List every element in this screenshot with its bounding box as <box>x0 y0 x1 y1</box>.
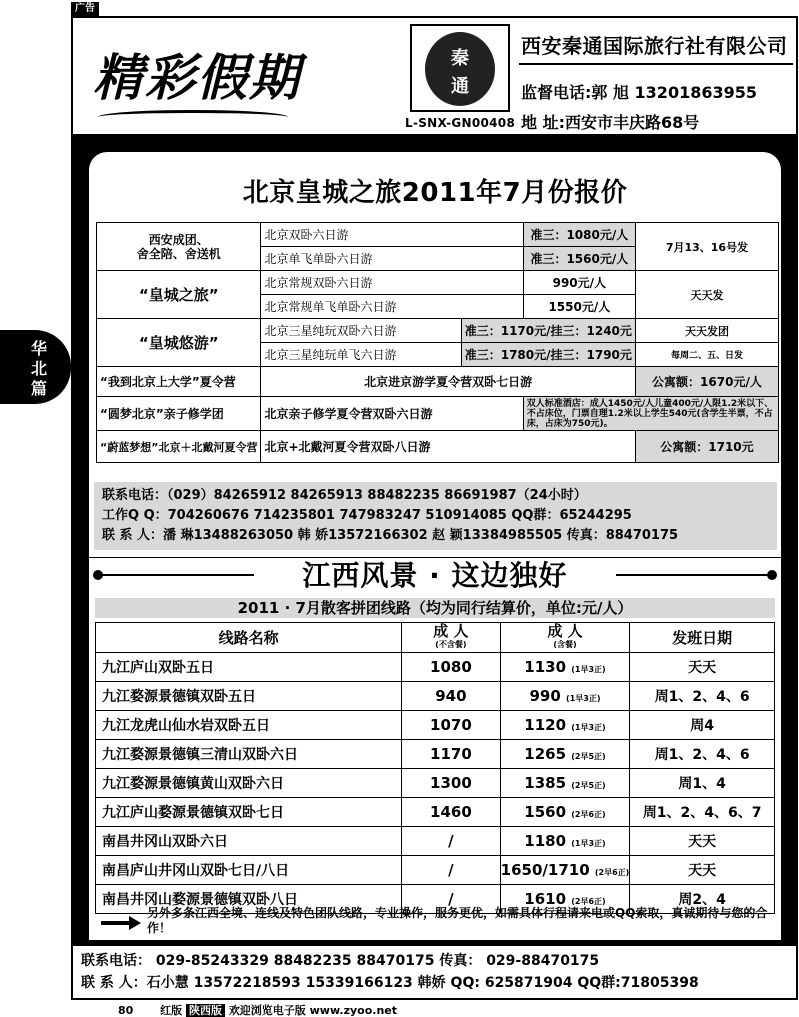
side-tab-char: 北 <box>30 359 47 378</box>
jiangxi-panel <box>89 558 781 940</box>
camp-price: 公寓额：1710元 <box>635 431 778 463</box>
beijing-price-table <box>96 222 779 463</box>
side-tab-char: 篇 <box>30 379 47 398</box>
departure: 每周二、五、日发 <box>635 343 778 367</box>
price: 准三：1780元/挂三：1790元 <box>461 343 635 367</box>
table-row <box>96 827 775 856</box>
price-value: 990 <box>529 687 561 705</box>
header-adult-no-meal <box>402 623 501 653</box>
route-name: 北京三星纯玩单飞六日游 <box>261 343 461 367</box>
price-with-meal <box>500 740 630 769</box>
route-name: 北京常规双卧六日游 <box>261 271 523 295</box>
supervision-phone: 监督电话:郭 旭 13201863955 <box>521 83 758 102</box>
price-value: 1180 <box>524 832 567 850</box>
price: 准三：1080元/人 <box>523 223 635 247</box>
route-name: 九江婺源景德镇三清山双卧六日 <box>96 740 402 769</box>
side-tab-char: 华 <box>30 339 47 358</box>
price: 990元/人 <box>523 271 635 295</box>
company-name: 西安秦通国际旅行社有限公司 <box>521 34 788 58</box>
ad-tag: 广告 <box>71 2 99 16</box>
route-name: 北京常规单飞单卧六日游 <box>261 295 523 319</box>
table-row <box>96 769 775 798</box>
route-name: 九江龙虎山仙水岩双卧五日 <box>96 711 402 740</box>
group-label: 西安成团、 舍全陪、舍送机 <box>97 223 261 271</box>
dot-icon <box>93 570 103 580</box>
route-name: 南昌井冈山婺源景德镇双卧八日 <box>96 885 402 914</box>
logo-emblem <box>425 32 495 106</box>
table-row <box>96 740 775 769</box>
route-name: 南昌井冈山双卧六日 <box>96 827 402 856</box>
route-name: 南昌庐山井冈山双卧七日/八日 <box>96 856 402 885</box>
jiangxi-title: 江西风景 · 这边独好 <box>254 558 616 594</box>
camp-name: “蔚蓝梦想”北京＋北戴河夏令营 <box>97 431 261 463</box>
company-address: 地 址:西安市丰庆路68号 <box>521 113 700 132</box>
header-adult-meal <box>500 623 630 653</box>
footer-phone: 联系电话： 029-85243329 88482235 88470175 传真： 029-88470175 <box>81 953 600 969</box>
table-header-row <box>96 623 775 653</box>
jiangxi-subtitle: 2011 · 7月散客拼团线路（均为同行结算价，单位:元/人） <box>95 598 775 618</box>
price-no-meal: 940 <box>402 682 501 711</box>
site-text: 欢迎浏览电子版 www.zyoo.net <box>228 1004 398 1017</box>
price-with-meal <box>500 682 630 711</box>
group-label: “皇城悠游” <box>97 319 261 367</box>
header-adult-note: (不含餐) <box>435 639 467 649</box>
departure-days: 天天 <box>630 653 775 682</box>
header-adult-note: (含餐) <box>553 639 577 649</box>
company-logo <box>410 24 510 112</box>
price-with-meal <box>500 769 630 798</box>
table-row <box>97 319 779 343</box>
meal-note: (2早6正) <box>571 810 606 819</box>
contact-qq: 工作Q Q：704260676 714235801 747983247 510914085 QQ群：65244295 <box>102 508 632 523</box>
meal-note: (1早3正) <box>566 694 601 703</box>
page-footer <box>118 1002 397 1017</box>
camp-note: 双人标准酒店：成人1450元/人儿童400元/人限1.2米以下、不占床位，门票自理1.2米以上学生540元(含学生半票，不占床，占床为750元)。 <box>523 397 778 431</box>
camp-name: “我到北京上大学”夏令营 <box>97 367 261 397</box>
price-value: 1610 <box>524 890 567 908</box>
camp-price: 公寓额：1670元/人 <box>635 367 778 397</box>
price-with-meal <box>500 653 630 682</box>
meal-note: (1早3正) <box>571 723 606 732</box>
price-value: 1650/1710 <box>500 861 590 879</box>
logo-char-2: 通 <box>451 76 469 97</box>
price-no-meal: 1300 <box>402 769 501 798</box>
departure-days: 周1、2、4、6 <box>630 740 775 769</box>
license-number: L-SNX-GN00408 <box>405 116 516 130</box>
meal-note: (1早3正) <box>571 665 606 674</box>
price-with-meal <box>500 827 630 856</box>
departure: 天天发团 <box>635 319 778 343</box>
table-row <box>97 397 779 431</box>
price-with-meal <box>500 711 630 740</box>
departure-days: 周1、2、4、6、7 <box>630 798 775 827</box>
price-value: 1130 <box>524 658 567 676</box>
beijing-title: 北京皇城之旅2011年7月份报价 <box>242 178 628 208</box>
contact-people: 联 系 人：潘 琳13488263050 韩 娇13572166302 赵 颖13384985505 传真：88470175 <box>102 528 679 543</box>
table-row <box>96 856 775 885</box>
table-row <box>96 711 775 740</box>
table-row <box>97 431 779 463</box>
meal-note: (1早3正) <box>571 839 606 848</box>
table-row <box>97 367 779 397</box>
price-value: 1560 <box>524 803 567 821</box>
camp-name: “圆梦北京”亲子修学团 <box>97 397 261 431</box>
departure-days: 周1、2、4、6 <box>630 682 775 711</box>
price-no-meal: 1460 <box>402 798 501 827</box>
contact-phone: 联系电话：（029）84265912 84265913 88482235 86691987（24小时） <box>102 488 587 503</box>
departure-days: 天天 <box>630 856 775 885</box>
edition-label: 红版 <box>160 1004 183 1017</box>
route-name: 九江婺源景德镇黄山双卧六日 <box>96 769 402 798</box>
route-name: 北京单飞单卧六日游 <box>261 247 523 271</box>
price-no-meal: 1080 <box>402 653 501 682</box>
table-row <box>97 271 779 295</box>
header-route: 线路名称 <box>96 623 402 653</box>
departure: 7月13、16号发 <box>635 223 778 271</box>
header-adult-label: 成 人 <box>433 621 469 640</box>
price-value: 1120 <box>524 716 567 734</box>
meal-note: (2早6正) <box>571 897 606 906</box>
group-label: “皇城之旅” <box>97 271 261 319</box>
route-name: 北京三星纯玩双卧六日游 <box>261 319 461 343</box>
brand-title: 精彩假期 <box>93 48 301 107</box>
edition-badge: 陕西版 <box>186 1004 225 1017</box>
departure: 天天发 <box>635 271 778 319</box>
section-tab-north-china <box>0 330 71 404</box>
footer-people: 联 系 人：石小慧 13572218593 15339166123 韩娇 QQ: 625871904 QQ群:71805398 <box>81 975 699 991</box>
header-adult-label: 成 人 <box>547 621 583 640</box>
price-with-meal <box>500 798 630 827</box>
departure-days: 周4 <box>630 711 775 740</box>
price-no-meal: 1070 <box>402 711 501 740</box>
departure-days: 周1、4 <box>630 769 775 798</box>
beijing-panel <box>89 152 781 557</box>
divider <box>519 63 793 65</box>
route-name: 九江庐山双卧五日 <box>96 653 402 682</box>
page-number: 80 <box>118 1004 134 1017</box>
departure-days: 周2、4 <box>630 885 775 914</box>
price: 1550元/人 <box>523 295 635 319</box>
table-row <box>96 682 775 711</box>
table-row <box>97 223 779 247</box>
brand-swirl-decoration <box>98 110 288 124</box>
more-routes-note <box>95 906 775 942</box>
price-no-meal: / <box>402 827 501 856</box>
price: 准三：1560元/人 <box>523 247 635 271</box>
dot-icon <box>767 570 777 580</box>
header <box>73 18 796 134</box>
departure-days: 天天 <box>630 827 775 856</box>
jiangxi-price-table <box>95 622 775 914</box>
price-value: 1385 <box>524 774 567 792</box>
price-no-meal: / <box>402 885 501 914</box>
meal-note: (2早6正) <box>594 868 630 877</box>
more-routes-text: 另外多条江西全境、连线及特色团队线路，专业操作，服务更优，如需具体行程请来电或QQ索取，真诚期待与您的合作！ <box>147 906 768 935</box>
table-row <box>96 653 775 682</box>
footer-contact <box>73 944 796 998</box>
price: 准三：1170元/挂三：1240元 <box>461 319 635 343</box>
route-name: 北京双卧六日游 <box>261 223 523 247</box>
route-name: 九江庐山婺源景德镇双卧七日 <box>96 798 402 827</box>
price-with-meal <box>500 856 630 885</box>
camp-route: 北京进京游学夏令营双卧七日游 <box>261 367 635 397</box>
price-no-meal: / <box>402 856 501 885</box>
camp-route: 北京+北戴河夏令营双卧八日游 <box>261 431 635 463</box>
camp-route: 北京亲子修学夏令营双卧六日游 <box>261 397 523 431</box>
route-name: 九江婺源景德镇双卧五日 <box>96 682 402 711</box>
header-days: 发班日期 <box>630 623 775 653</box>
logo-char-1: 秦 <box>451 48 469 69</box>
table-row <box>96 798 775 827</box>
price-no-meal: 1170 <box>402 740 501 769</box>
beijing-contact <box>94 482 777 550</box>
price-value: 1265 <box>524 745 567 763</box>
meal-note: (2早5正) <box>571 781 606 790</box>
meal-note: (2早5正) <box>571 752 606 761</box>
